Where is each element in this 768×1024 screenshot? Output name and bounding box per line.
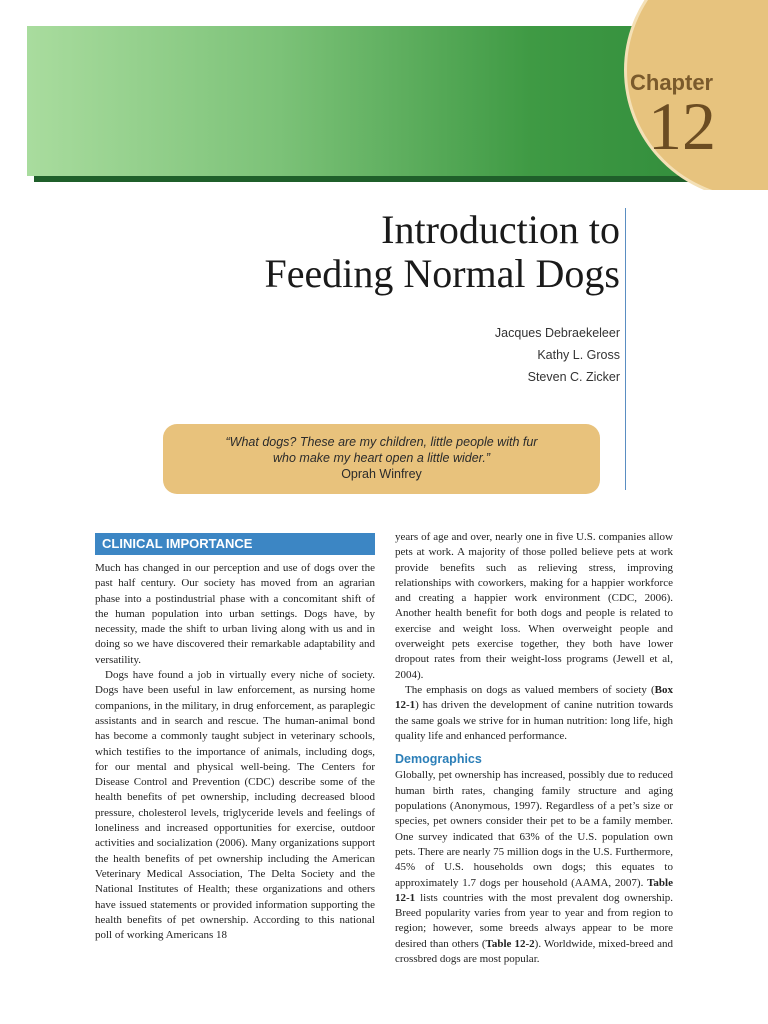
box-reference[interactable]: Box 12-1: [395, 683, 673, 712]
title-line-1: Introduction to: [381, 207, 620, 252]
quote-attribution: Oprah Winfrey: [341, 467, 422, 481]
table-reference[interactable]: Table 12-1: [395, 876, 673, 904]
paragraph: [395, 768, 673, 967]
text-run: ). Worldwide, mixed-breed and crossbred dogs are most popular.: [395, 937, 673, 966]
chapter-title: [264, 208, 620, 296]
paragraph: Much has changed in our perception and use of dogs over the past half century. Our society has moved from an agrarian phase into a postindustrial phase with a concomitant shift of the human population into urban settings. Dogs have, by necessity, made the shift to urban living along with us and in doing so we have discovered their remarkable adaptability and versatility.: [95, 562, 375, 666]
right-column: [395, 530, 673, 967]
epigraph-quote: [163, 424, 600, 494]
text-run: The emphasis on dogs as valued members of society (: [405, 683, 655, 696]
title-line-2: Feeding Normal Dogs: [264, 251, 620, 296]
subheading-demographics: Demographics: [395, 752, 482, 767]
text-run: ) has driven the development of canine nutrition towards the same goals we strive for in human nutrition: long life, high quality life and enhanced performance.: [395, 699, 673, 742]
quote-line-2: who make my heart open a little wider.”: [273, 451, 490, 465]
quote-line-1: “What dogs? These are my children, little people with fur: [225, 435, 538, 449]
chapter-number: 12: [648, 88, 716, 164]
table-reference[interactable]: Table 12-2: [485, 937, 535, 950]
author-3: Steven C. Zicker: [527, 370, 620, 384]
text-run: lists countries with the most prevalent dog ownership. Breed popularity varies from year to year and from region to region; however, some breeds always appear to be more desired than others (: [395, 891, 673, 950]
author-list: [495, 322, 620, 388]
paragraph: [395, 683, 673, 744]
chapter-label: Chapter: [630, 70, 714, 95]
author-2: Kathy L. Gross: [537, 348, 620, 362]
author-1: Jacques Debraekeleer: [494, 326, 620, 340]
left-column: [95, 561, 375, 943]
paragraph: years of age and over, nearly one in five U.S. companies allow pets at work. A majority of those polled believe pets at work provide benefits such as relieving stress, improving relationships with coworkers, making for a happier workforce and creating a happier work environment (CDC, 2006). Another health benefit for both dogs and people is related to exercise and weight loss. When overweight people and overweight pets exercise together, they both have lower dropout rates from their weight-loss programs (Jewell et al, 2004).: [395, 531, 673, 681]
section-heading: CLINICAL IMPORTANCE: [95, 533, 375, 555]
paragraph: Dogs have found a job in virtually every niche of society. Dogs have been useful in law enforcement, as nursing home companions, in the military, in drug enforcement, as paraplegic assistants and in search and rescue. The human-animal bond has become a commonly taught subject in veterinary schools, which testifies to the importance of animals, including dogs, for our mental and physical well-being. The Centers for Disease Control and Prevention (CDC) describe some of the health benefits of pet ownership, including decreased blood pressure, cholesterol levels, triglyceride levels and feelings of loneliness and increased opportunities for exercise, outdoor activities and socialization (2006). Many organizations support the health benefits of pet ownership including the American Veterinary Medical Association, The Delta Society and the National Institutes of Health; these organizations and others have issued statements or provided information supporting the health benefits of pet ownership. According to this national poll of working Americans 18: [95, 669, 375, 942]
text-run: Globally, pet ownership has increased, possibly due to reduced human birth rates, changing family structure and aging populations (Anonymous, 1997). Regardless of a pet’s size or species, pet owners consider their pet to be a family member. One survey indicated that 63% of the U.S. population own pets. There are nearly 75 million dogs in the U.S. Furthermore, 45% of U.S. households own dogs; this equates to approximately 1.7 dogs per household (AAMA, 2007).: [395, 769, 673, 889]
title-rule: [625, 208, 626, 490]
